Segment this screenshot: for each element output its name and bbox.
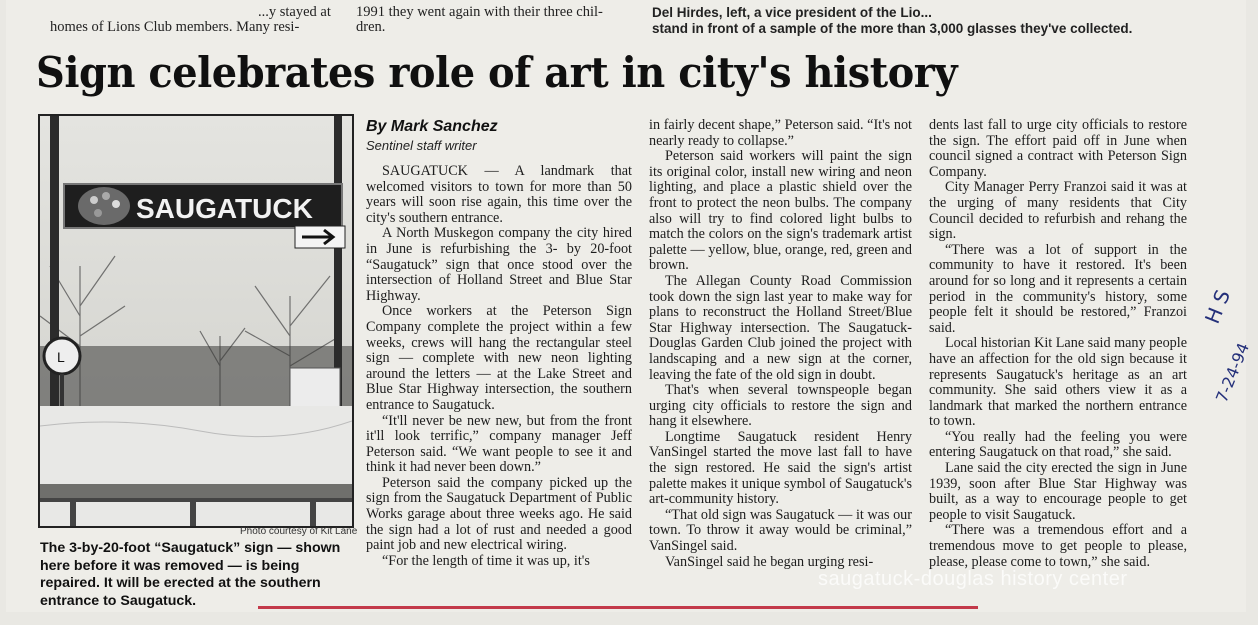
paragraph: Lane said the city erected the sign in June 1939, soon after Blue Star Highway was built, as a way to encourage people to get people to visit Saugatuck. [929, 460, 1187, 523]
handwritten-date: 7-24-94 [1212, 340, 1254, 406]
paragraph: That's when several townspeople began urging city officials to restore the sign and hang it elsewhere. [649, 382, 912, 430]
byline-author: By Mark Sanchez [366, 118, 498, 135]
handwritten-initials: H S [1200, 286, 1236, 327]
paragraph: “It'll never be new new, but from the front it'll look terrific,” company manager Jeff Peterson said. “We want people to see it and think it had never been down.” [366, 412, 632, 476]
svg-text:L: L [57, 349, 65, 365]
headline: Sign celebrates role of art in city's history [36, 48, 958, 97]
paragraph: VanSingel said he began urging resi- [665, 553, 874, 570]
byline-title: Sentinel staff writer [366, 138, 477, 153]
paragraph: Once workers at the Peterson Sign Company complete the project within a few weeks, crews will hang the rectangular steel sign — complete with new neon lighting around the letters — at the Lake Street and Blue Star Highway intersection, the southern entrance to Saugatuck. [366, 303, 632, 413]
paragraph: in fairly decent shape,” Peterson said. “It's not nearly ready to collapse.” [649, 117, 912, 149]
previous-article-line: homes of Lions Club members. Many resi- [50, 19, 300, 35]
article-column-1 [366, 164, 632, 569]
paragraph: “There was a tremendous effort and a tremendous move to get people to please, please, please come to town,” she said. [929, 522, 1187, 570]
previous-article-line: 1991 they went again with their three chil- [356, 4, 603, 20]
paragraph: dents last fall to urge city officials to restore the sign. The effort paid off in June when council signed a contract with Peterson Sign Company. [929, 117, 1187, 180]
paragraph: A North Muskegon company the city hired in June is refurbishing the 3- by 20-foot “Saugatuck” sign that once stood over the intersection of Holland Street and Blue Star Highway. [366, 225, 632, 304]
paragraph: Longtime Saugatuck resident Henry VanSingel started the move last fall to have the sign restored. He said the sign's artist palette makes it unique symbol of Saugatuck's art-community history. [649, 428, 912, 508]
paragraph: “You really had the feeling you were entering Saugatuck on that road,” she said. [929, 428, 1187, 461]
sign-photo-illustration [40, 116, 352, 526]
photo-credit: Photo courtesy of Kit Lane [240, 526, 358, 537]
paragraph: The Allegan County Road Commission took down the sign last year to make way for plans to reconstruct the Holland Street/Blue Star Highway intersection. The Saugatuck-Douglas Garden Club joined the project with landscaping and a new sign at the corner, leaving the fate of the old sign in doubt. [649, 272, 912, 383]
article-column-3 [929, 118, 1187, 570]
watermark: saugatuck-douglas history center [818, 568, 1128, 590]
paragraph: City Manager Perry Franzoi said it was at the urging of many residents that City Council decided to refurbish and rehang the sign. [929, 179, 1187, 243]
sign-photo [38, 114, 354, 528]
paragraph: Local historian Kit Lane said many people have an affection for the old sign because it represents Saugatuck's heritage as an art community. She said others view it as a landmark that marked the northern entrance to town. [929, 335, 1187, 430]
previous-article-line: ...y stayed at [258, 4, 331, 20]
article-column-2 [649, 118, 912, 570]
previous-caption-line: Del Hirdes, left, a vice president of the Lio... [652, 5, 932, 20]
previous-caption-line: stand in front of a sample of the more than 3,000 glasses they've collected. [652, 21, 1133, 36]
paragraph: “For the length of time it was up, it's [382, 552, 590, 569]
paragraph: SAUGATUCK — A landmark that welcomed visitors to town for more than 50 years will soon rise again, this time over the city's southern entrance. [366, 163, 632, 226]
previous-article-line: dren. [356, 19, 386, 35]
paragraph: “There was a lot of support in the community to have it restored. It's been around for so long and it represents a certain period in the community's history, some people felt it should be restored,” Franzoi said. [929, 241, 1187, 336]
photo-caption: The 3-by-20-foot “Saugatuck” sign — shown here before it was removed — is being repaired. It will be erected at the southern entrance to Saugatuck. [40, 540, 341, 609]
paragraph: “That old sign was Saugatuck — it was our town. To throw it away would be criminal,” VanSingel said. [649, 506, 912, 555]
sign-lettering: SAUGATUCK [136, 193, 313, 224]
paragraph: Peterson said workers will paint the sign its original color, install new wiring and neon lighting, and place a plastic shield over the front to protect the neon bulbs. The company also will try to find colored light bulbs to match the colors on the sign's trademark artist palette — yellow, blue, orange, red, green and brown. [649, 148, 912, 274]
accent-rule [258, 606, 978, 609]
paragraph: Peterson said the company picked up the sign from the Saugatuck Department of Public Works garage about three weeks ago. He said the sign had a lot of rust and needed a good paint job and new electrical wiring. [366, 474, 632, 554]
